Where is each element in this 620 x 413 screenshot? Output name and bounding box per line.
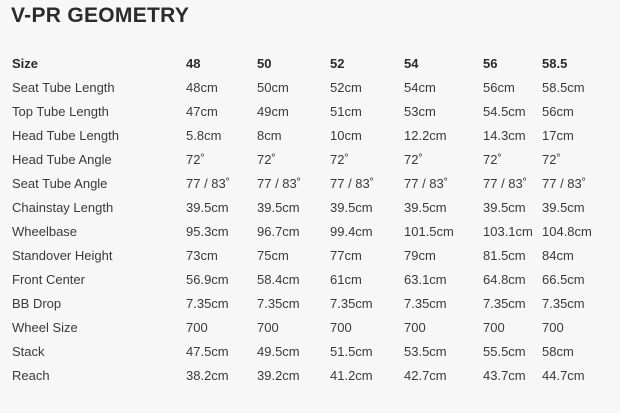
table-cell: 39.5cm (186, 200, 229, 215)
table-cell: 12.2cm (404, 128, 447, 143)
column-header-54: 54 (404, 56, 419, 71)
table-cell: 700 (257, 320, 279, 335)
table-row (0, 172, 620, 196)
table-cell: 43.7cm (483, 368, 526, 383)
table-row (0, 124, 620, 148)
table-cell: 55.5cm (483, 344, 526, 359)
table-row (0, 76, 620, 100)
row-label: Seat Tube Length (12, 80, 115, 95)
table-row (0, 244, 620, 268)
table-cell: 7.35cm (330, 296, 373, 311)
table-cell: 96.7cm (257, 224, 300, 239)
row-label: Head Tube Length (12, 128, 119, 143)
table-cell: 39.5cm (483, 200, 526, 215)
table-cell: 54.5cm (483, 104, 526, 119)
column-header-52: 52 (330, 56, 345, 71)
table-cell: 700 (186, 320, 208, 335)
table-row (0, 292, 620, 316)
table-cell: 72˚ (483, 152, 502, 167)
table-cell: 104.8cm (542, 224, 592, 239)
table-cell: 38.2cm (186, 368, 229, 383)
table-cell: 700 (542, 320, 564, 335)
table-cell: 47.5cm (186, 344, 229, 359)
column-header-48: 48 (186, 56, 201, 71)
column-header-size: Size (12, 56, 39, 71)
table-header-row (0, 52, 620, 76)
table-cell: 58.4cm (257, 272, 300, 287)
table-cell: 56cm (483, 80, 515, 95)
table-cell: 84cm (542, 248, 574, 263)
table-cell: 72˚ (404, 152, 423, 167)
table-cell: 77 / 83˚ (542, 176, 587, 191)
table-cell: 58cm (542, 344, 574, 359)
row-label: Front Center (12, 272, 85, 287)
table-row (0, 148, 620, 172)
table-cell: 54cm (404, 80, 436, 95)
table-cell: 77cm (330, 248, 362, 263)
table-cell: 77 / 83˚ (186, 176, 231, 191)
row-label: Top Tube Length (12, 104, 109, 119)
table-cell: 51.5cm (330, 344, 373, 359)
table-cell: 39.2cm (257, 368, 300, 383)
column-header-50: 50 (257, 56, 272, 71)
table-cell: 44.7cm (542, 368, 585, 383)
table-cell: 7.35cm (542, 296, 585, 311)
table-cell: 48cm (186, 80, 218, 95)
table-cell: 56.9cm (186, 272, 229, 287)
table-cell: 52cm (330, 80, 362, 95)
table-cell: 39.5cm (330, 200, 373, 215)
table-cell: 7.35cm (257, 296, 300, 311)
page-title: V-PR GEOMETRY (11, 4, 190, 27)
table-cell: 700 (330, 320, 352, 335)
table-cell: 53.5cm (404, 344, 447, 359)
table-cell: 73cm (186, 248, 218, 263)
table-cell: 50cm (257, 80, 289, 95)
table-cell: 63.1cm (404, 272, 447, 287)
table-cell: 51cm (330, 104, 362, 119)
row-label: Stack (12, 344, 45, 359)
table-row (0, 316, 620, 340)
table-cell: 49cm (257, 104, 289, 119)
table-cell: 95.3cm (186, 224, 229, 239)
table-cell: 8cm (257, 128, 282, 143)
table-cell: 7.35cm (483, 296, 526, 311)
row-label: Reach (12, 368, 50, 383)
table-row (0, 220, 620, 244)
table-row (0, 196, 620, 220)
table-row (0, 340, 620, 364)
table-cell: 101.5cm (404, 224, 454, 239)
table-cell: 47cm (186, 104, 218, 119)
table-cell: 7.35cm (186, 296, 229, 311)
table-cell: 72˚ (330, 152, 349, 167)
table-cell: 39.5cm (542, 200, 585, 215)
row-label: Seat Tube Angle (12, 176, 108, 191)
table-cell: 81.5cm (483, 248, 526, 263)
column-header-58-5: 58.5 (542, 56, 568, 71)
table-cell: 10cm (330, 128, 362, 143)
row-label: Head Tube Angle (12, 152, 112, 167)
table-cell: 61cm (330, 272, 362, 287)
table-cell: 72˚ (257, 152, 276, 167)
geometry-table (0, 52, 620, 388)
table-cell: 39.5cm (404, 200, 447, 215)
row-label: Standover Height (12, 248, 113, 263)
table-cell: 66.5cm (542, 272, 585, 287)
row-label: BB Drop (12, 296, 62, 311)
table-cell: 49.5cm (257, 344, 300, 359)
table-row (0, 268, 620, 292)
table-cell: 5.8cm (186, 128, 222, 143)
table-cell: 77 / 83˚ (483, 176, 528, 191)
row-label: Chainstay Length (12, 200, 114, 215)
table-cell: 72˚ (186, 152, 205, 167)
table-cell: 7.35cm (404, 296, 447, 311)
table-row (0, 364, 620, 388)
table-cell: 77 / 83˚ (330, 176, 375, 191)
table-cell: 42.7cm (404, 368, 447, 383)
table-cell: 39.5cm (257, 200, 300, 215)
row-label: Wheelbase (12, 224, 78, 239)
table-cell: 99.4cm (330, 224, 373, 239)
table-cell: 75cm (257, 248, 289, 263)
table-cell: 64.8cm (483, 272, 526, 287)
table-cell: 17cm (542, 128, 574, 143)
table-cell: 56cm (542, 104, 574, 119)
table-cell: 14.3cm (483, 128, 526, 143)
table-cell: 103.1cm (483, 224, 533, 239)
table-cell: 41.2cm (330, 368, 373, 383)
table-cell: 53cm (404, 104, 436, 119)
table-cell: 58.5cm (542, 80, 585, 95)
table-cell: 79cm (404, 248, 436, 263)
table-cell: 77 / 83˚ (404, 176, 449, 191)
table-cell: 77 / 83˚ (257, 176, 302, 191)
column-header-56: 56 (483, 56, 498, 71)
table-cell: 700 (483, 320, 505, 335)
table-cell: 72˚ (542, 152, 561, 167)
row-label: Wheel Size (12, 320, 78, 335)
table-row (0, 100, 620, 124)
table-cell: 700 (404, 320, 426, 335)
